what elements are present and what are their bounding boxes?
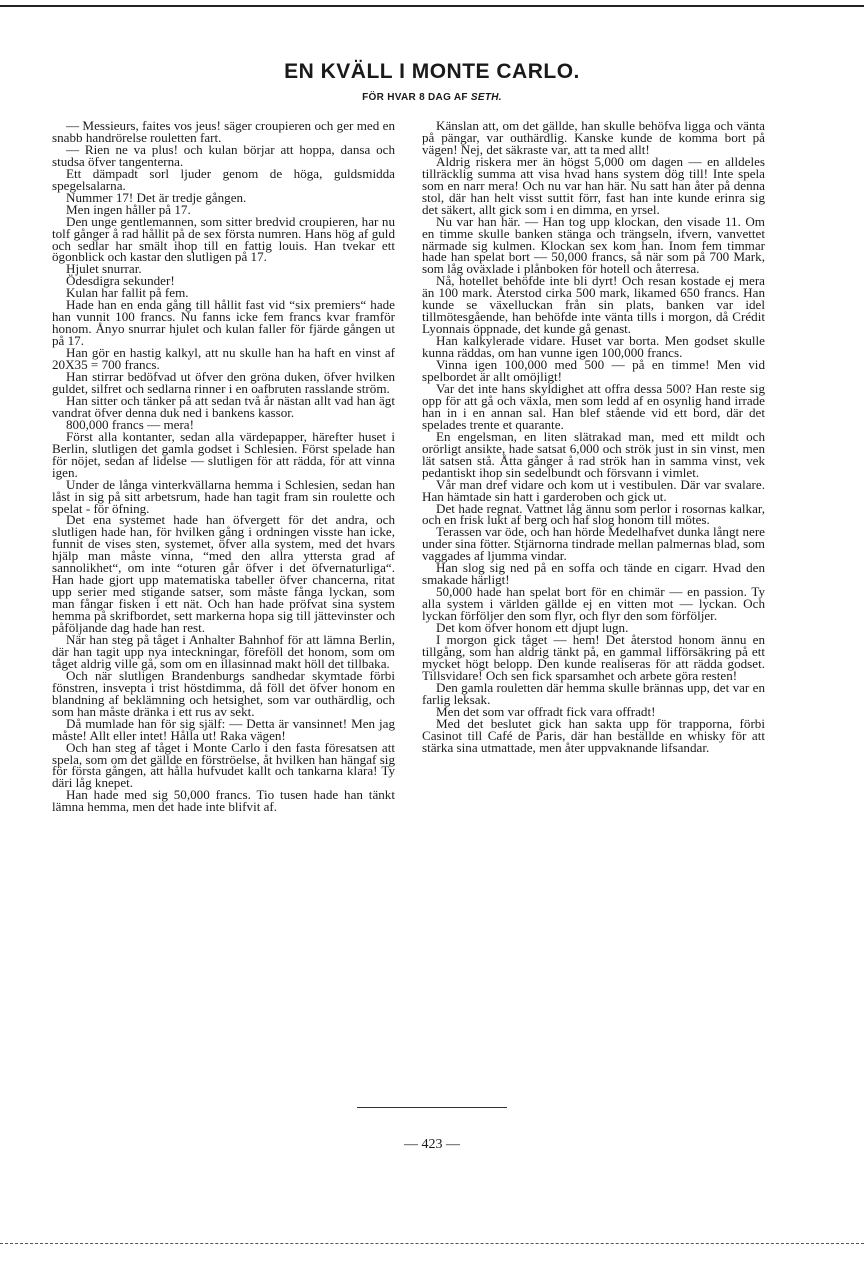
page-number: — 423 — [404, 1137, 460, 1152]
paragraph: Känslan att, om det gällde, han skulle behöfva ligga och vänta på pängar, var outhärdlig. Kanske kunde de komma bort på vägen! Nej, det säkraste var, att ta med allt! [422, 118, 765, 157]
paragraph: Ett dämpadt sorl ljuder genom de höga, guldsmidda spegelsalarna. [52, 165, 395, 193]
paragraph: Vår man dref vidare och kom ut i vestibulen. Där var svalare. Han hämtade sin hatt i garderoben och gick ut. [422, 476, 765, 504]
paragraph: Han sitter och tänker på att sedan två år nästan allt vad han ägt vandrat öfver denna duk ned i bankens kassor. [52, 392, 395, 420]
paragraph: — Messieurs, faites vos jeus! säger croupieren och ger med en snabb handrörelse rouletten fart. [52, 118, 395, 145]
paragraph: Han stirrar bedöfvad ut öfver den gröna duken, öfver hvilken guldet, silfret och sedlarna rinner i en oafbruten rasslande ström. [52, 369, 395, 396]
paragraph: — Rien ne va plus! och kulan börjar att hoppa, dansa och studsa öfver tangenterna. [52, 141, 395, 169]
paragraph: Då mumlade han för sig själf: — Detta är vansinnet! Men jag måste! Allt eller intet! Hålla ut! Raka vägen! [52, 715, 395, 743]
paragraph: En engelsman, en liten slätrakad man, med ett mildt och orörligt ansikte, hade satsat 6,000 och strök just in sin vinst, men lät satsen stå. Åtta gånger å rad strök han in samma vinst, vek pedantiskt ihop sin sedelbundt och försvann i vimlet. [422, 428, 765, 480]
paragraph: Han gör en hastig kalkyl, att nu skulle han ha haft en vinst af 20X35 = 700 francs. [52, 345, 395, 373]
byline-prefix: FÖR HVAR 8 DAG AF [362, 92, 468, 103]
paragraph: Var det inte hans skyldighet att offra dessa 500? Han reste sig opp för att gå och växla, men som ledd af en osynlig hand irrade han in i en annan sal. Han blef stående vid ett bord, där det spelades trente et quarante. [422, 380, 765, 432]
top-rule [0, 5, 864, 7]
byline [0, 92, 864, 103]
paragraph: När han steg på tåget i Anhalter Bahnhof för att lämna Berlin, där han tagit upp nya inteckningar, föreföll det honom, som om tåget aldrig ville gå, som om en illasinnad makt höll det tillbaka. [52, 631, 395, 671]
paragraph: Nu var han här. — Han tog upp klockan, den visade 11. Om en timme skulle banken stänga och trängseln, ifvern, vanvettet närmade sig kulmen. Klockan sex kom han. Inom fem timmar hade han spelat bort — 50,000 francs, så när som på 700 Mark, som låg oväxlade i plånboken för hotell och återresa. [422, 213, 765, 277]
paragraph: Först alla kontanter, sedan alla värdepapper, härefter huset i Berlin, slutligen det gamla godset i Schlesien. Först spelade han för nöjet, sedan af lidelse — slutligen för att rädda, för att vinna igen. [52, 428, 395, 480]
paragraph: Han slog sig ned på en soffa och tände en cigarr. Hvad den smakade härligt! [422, 560, 765, 588]
paragraph: Ödesdigra sekunder! [66, 273, 175, 289]
paragraph: Han hade med sig 50,000 francs. Tio tusen hade han tänkt lämna hemma, men det hade inte blifvit af. [52, 787, 395, 815]
paragraph: I morgon gick tåget — hem! Det återstod honom ännu en tillgång, som han aldrig tänkt på, en gammal lifförsäkring på ett mycket högt belopp. Den kunde realiseras för att rädda godset. Tillsvidare! Och sen fick sparsamhet och arbete göra resten! [422, 631, 765, 683]
paragraph: Nå, hotellet behöfde inte bli dyrt! Och resan kostade ej mera än 100 mark. Återstod cirka 500 mark, likamed 650 francs. Han kunde se växelluckan från sin plats, banken var idel tillmötesgående, han behöfde inte vänta tills i morgon, då Crédit Lyonnais öppnade, det kunde gå genast. [422, 273, 765, 337]
article-title: EN KVÄLL I MONTE CARLO. [284, 60, 580, 83]
paragraph: Men det som var offradt fick vara offradt! [436, 703, 656, 719]
paragraph: Terassen var öde, och han hörde Medelhafvet dunka långt nere under sina fötter. Stjärnorna tindrade mellan palmernas blad, som vaggades af ljumma vindar. [422, 524, 765, 564]
paragraph: Det ena systemet hade han öfvergett för det andra, och slutligen hade han, för hvilken gång i ordningen visste han icke, funnit de vises sten, systemet, öfver alla system, med det hvars hjälp man måste vinna, “med den allra yttersta grad af sannolikhet“, om inte “oturen går öfver i det öfvernaturliga“. Han hade gjort upp matematiska tabeller öfver chancerna, ritat upp serier med stigande satser, som måste fånga lyckan, som man fångar fisken i ett nät. Och han hade pröfvat sina system hemma på skrifbordet, sett markerna hopa sig till jättevinster och påföljande dag hade han rest. [52, 512, 395, 636]
paragraph: Den unge gentlemannen, som sitter bredvid croupieren, har nu tolf gånger å rad hållit på de sex första numren. Hans hög af guld och sedlar har smält ihop till en fattig louis. Han tvekar ett ögonblick och kastar den slutligen på 17. [52, 213, 395, 265]
paragraph: Med det beslutet gick han sakta upp för trapporna, förbi Casinot till Café de Paris, där han beställde en whisky för att stärka sina utmattade, men åter uppvaknande lifsandar. [422, 715, 765, 755]
byline-author: SETH. [470, 92, 502, 103]
paragraph: Den gamla rouletten där hemma skulle brännas upp, det var en farlig leksak. [422, 679, 765, 707]
paragraph: Vinna igen 100,000 med 500 — på en timme! Men vid spelbordet är allt omöjligt! [422, 357, 765, 385]
paragraph: Aldrig riskera mer än högst 5,000 om dagen — en alldeles tillräcklig summa att visa hvad hans system dög till! Inte spela som en narr mera! Och nu var han här. Nu satt han åter på denna stol, där han helt visst suttit förr, fast han inte kunde erinra sig det säkert, allt gick som i en dimma, en yrsel. [422, 153, 765, 217]
paragraph: Han kalkylerade vidare. Huset var borta. Men godset skulle kunna räddas, om han vunne igen 100,000 francs. [422, 333, 765, 361]
paragraph: Nummer 17! Det är tredje gången. [66, 189, 247, 205]
paragraph: Kulan har fallit på fem. [66, 285, 189, 301]
text-column-right [422, 120, 765, 754]
bottom-rule [0, 1243, 864, 1244]
paragraph: Det hade regnat. Vattnet låg ännu som perlor i rosornas kalkar, och en frisk lukt af berg och haf slog honom till mötes. [422, 500, 765, 528]
end-rule [357, 1107, 507, 1108]
paragraph: Hade han en enda gång till hållit fast vid “six premiers“ hade han vunnit 100 francs. Nu fanns icke fem francs kvar framför honom. Ånyo snurrar hjulet och kulan faller för fjärde gången ut på 17. [52, 297, 395, 349]
paragraph: Under de långa vinterkvällarna hemma i Schlesien, sedan han låst in sig på sitt arbetsrum, hade han tagit fram sin roulette och spelat - för öfning. [52, 476, 395, 516]
paragraph: Och han steg af tåget i Monte Carlo i den fasta föresatsen att spela, som om det gällde en förströelse, åt hvilken han hängaf sig för första gången, att hålla hufvudet kallt och tankarna klara! Ty däri låg knepet. [52, 739, 395, 791]
text-column-left [52, 120, 395, 813]
paragraph: Hjulet snurrar. [66, 261, 142, 277]
paragraph: Det kom öfver honom ett djupt lugn. [436, 620, 629, 636]
paragraph: 50,000 hade han spelat bort för en chimär — en passion. Ty alla system i världen gällde ej en vitten mot — lyckan. Och lyckan förföljer den som flyr, och flyr den som förföljer. [422, 584, 765, 624]
paragraph: Men ingen håller på 17. [66, 201, 191, 217]
paragraph: Och när slutligen Brandenburgs sandhedar skymtade förbi fönstren, insvepta i trist höstdimma, då föll det öfver honom en blandning af beklämning och hetsighet, som var outhärdlig, och som han måste dränka i ett rus av sekt. [52, 667, 395, 719]
paragraph: 800,000 francs — mera! [66, 416, 194, 432]
